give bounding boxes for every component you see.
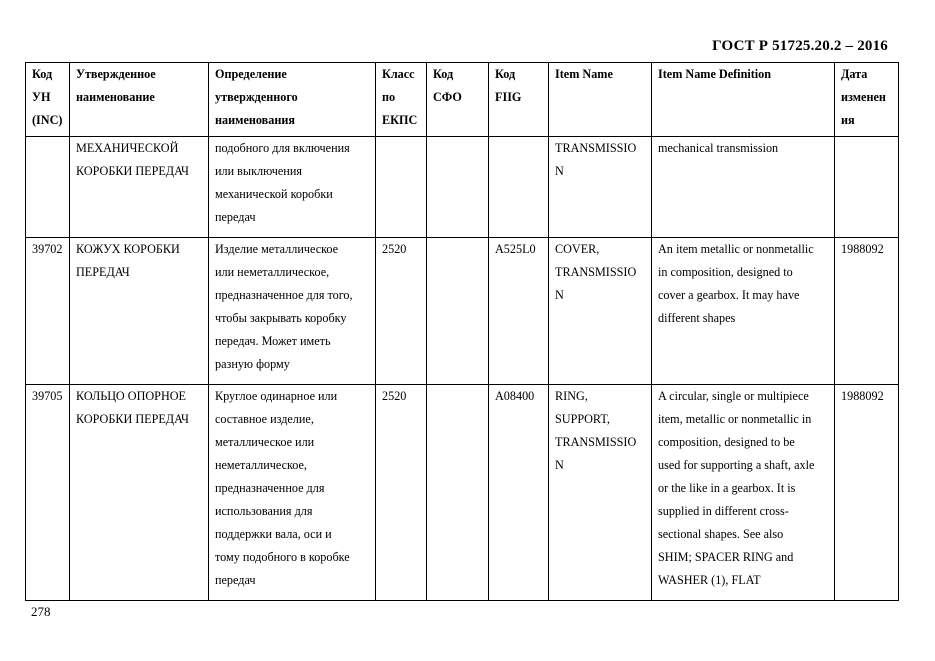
cell-line: item, metallic or nonmetallic in [658, 412, 812, 426]
cell-sfo-code [427, 385, 489, 601]
header-ekps-class [376, 63, 427, 137]
header-change-date [835, 63, 899, 137]
cell-line: TRANSMISSIO [555, 265, 637, 279]
cell-line: наименование [76, 90, 155, 104]
cell-ekps-class: 2520 [376, 238, 427, 385]
cell-change-date: 1988092 [835, 385, 899, 601]
table-header-row [26, 63, 899, 137]
cell-line: КОРОБКИ ПЕРЕДАЧ [76, 412, 189, 426]
cell-line: sectional shapes. See also [658, 527, 784, 541]
cell-line: FIIG [495, 90, 522, 104]
cell-line: использования для [215, 504, 313, 518]
cell-item-name-definition [652, 385, 835, 601]
cell-fiig-code [489, 137, 549, 238]
cell-line: МЕХАНИЧЕСКОЙ [76, 141, 179, 155]
cell-line: механической коробки [215, 187, 333, 201]
cell-sfo-code [427, 238, 489, 385]
cell-line: cover a gearbox. It may have [658, 288, 800, 302]
cell-inc-code: 39705 [26, 385, 70, 601]
cell-line: Код [433, 67, 454, 81]
cell-line: Изделие металлическое [215, 242, 339, 256]
cell-line: или неметаллическое, [215, 265, 330, 279]
cell-ekps-class [376, 137, 427, 238]
cell-line: Item Name [555, 67, 613, 81]
cell-line: разную форму [215, 357, 290, 371]
cell-line: TRANSMISSIO [555, 141, 637, 155]
table-row [26, 385, 899, 601]
header-fiig-code [489, 63, 549, 137]
cell-ekps-class: 2520 [376, 385, 427, 601]
table-row [26, 137, 899, 238]
cell-line: предназначенное для [215, 481, 325, 495]
cell-line: неметаллическое, [215, 458, 307, 472]
cell-line: different shapes [658, 311, 736, 325]
cell-name-definition [209, 385, 376, 601]
cell-inc-code [26, 137, 70, 238]
cell-line: предназначенное для того, [215, 288, 353, 302]
cell-line: передач [215, 573, 256, 587]
cell-line: An item metallic or nonmetallic [658, 242, 814, 256]
cell-item-name [549, 385, 652, 601]
cell-line: наименования [215, 113, 295, 127]
cell-line: Класс [382, 67, 415, 81]
cell-item-name [549, 238, 652, 385]
cell-approved-name [70, 238, 209, 385]
cell-line: ПЕРЕДАЧ [76, 265, 130, 279]
header-item-name-definition [652, 63, 835, 137]
cell-line: composition, designed to be [658, 435, 795, 449]
cell-line: СФО [433, 90, 462, 104]
header-sfo-code [427, 63, 489, 137]
cell-line: Item Name Definition [658, 67, 772, 81]
cell-line: used for supporting a shaft, axle [658, 458, 815, 472]
cell-line: КОЛЬЦО ОПОРНОЕ [76, 389, 187, 403]
cell-sfo-code [427, 137, 489, 238]
cell-line: COVER, [555, 242, 600, 256]
cell-line: N [555, 164, 564, 178]
cell-line: подобного для включения [215, 141, 350, 155]
cell-line: Определение [215, 67, 287, 81]
cell-change-date [835, 137, 899, 238]
cell-inc-code: 39702 [26, 238, 70, 385]
cell-line: N [555, 288, 564, 302]
cell-line: чтобы закрывать коробку [215, 311, 347, 325]
cell-item-name-definition [652, 137, 835, 238]
cell-line: или выключения [215, 164, 302, 178]
cell-line: КОРОБКИ ПЕРЕДАЧ [76, 164, 189, 178]
cell-line: ЕКПС [382, 113, 418, 127]
cell-line: supplied in different cross- [658, 504, 789, 518]
cell-line: тому подобного в коробке [215, 550, 350, 564]
cell-line: RING, [555, 389, 588, 403]
cell-fiig-code: A08400 [489, 385, 549, 601]
header-name-definition [209, 63, 376, 137]
cell-name-definition [209, 137, 376, 238]
cell-line: TRANSMISSIO [555, 435, 637, 449]
cell-line: SUPPORT, [555, 412, 610, 426]
header-item-name [549, 63, 652, 137]
cell-line: КОЖУХ КОРОБКИ [76, 242, 180, 256]
cell-line: Круглое одинарное или [215, 389, 338, 403]
cell-line: A circular, single or multipiece [658, 389, 809, 403]
cell-line: металлическое или [215, 435, 315, 449]
cell-line: Дата [841, 67, 868, 81]
cell-line: WASHER (1), FLAT [658, 573, 761, 587]
cell-line: УН [32, 90, 51, 104]
cell-line: составное изделие, [215, 412, 314, 426]
cell-line: утвержденного [215, 90, 298, 104]
document-code: ГОСТ Р 51725.20.2 – 2016 [712, 38, 888, 54]
cell-line: Утвержденное [76, 67, 156, 81]
cell-approved-name [70, 385, 209, 601]
cell-line: SHIM; SPACER RING and [658, 550, 794, 564]
header-inc-code [26, 63, 70, 137]
table-row [26, 238, 899, 385]
cell-line: по [382, 90, 396, 104]
cell-name-definition [209, 238, 376, 385]
page-number: 278 [31, 604, 51, 619]
cell-line: ия [841, 113, 855, 127]
catalog-table [25, 62, 899, 601]
cell-line: Код [495, 67, 516, 81]
header-approved-name [70, 63, 209, 137]
cell-line: Код [32, 67, 53, 81]
cell-line: mechanical transmission [658, 141, 779, 155]
cell-item-name-definition [652, 238, 835, 385]
cell-change-date: 1988092 [835, 238, 899, 385]
cell-line: передач. Может иметь [215, 334, 331, 348]
cell-approved-name [70, 137, 209, 238]
cell-line: N [555, 458, 564, 472]
cell-line: (INC) [32, 113, 63, 127]
cell-line: передач [215, 210, 256, 224]
cell-line: in composition, designed to [658, 265, 793, 279]
cell-line: поддержки вала, оси и [215, 527, 332, 541]
cell-line: or the like in a gearbox. It is [658, 481, 796, 495]
cell-item-name [549, 137, 652, 238]
cell-fiig-code: A525L0 [489, 238, 549, 385]
cell-line: изменен [841, 90, 886, 104]
